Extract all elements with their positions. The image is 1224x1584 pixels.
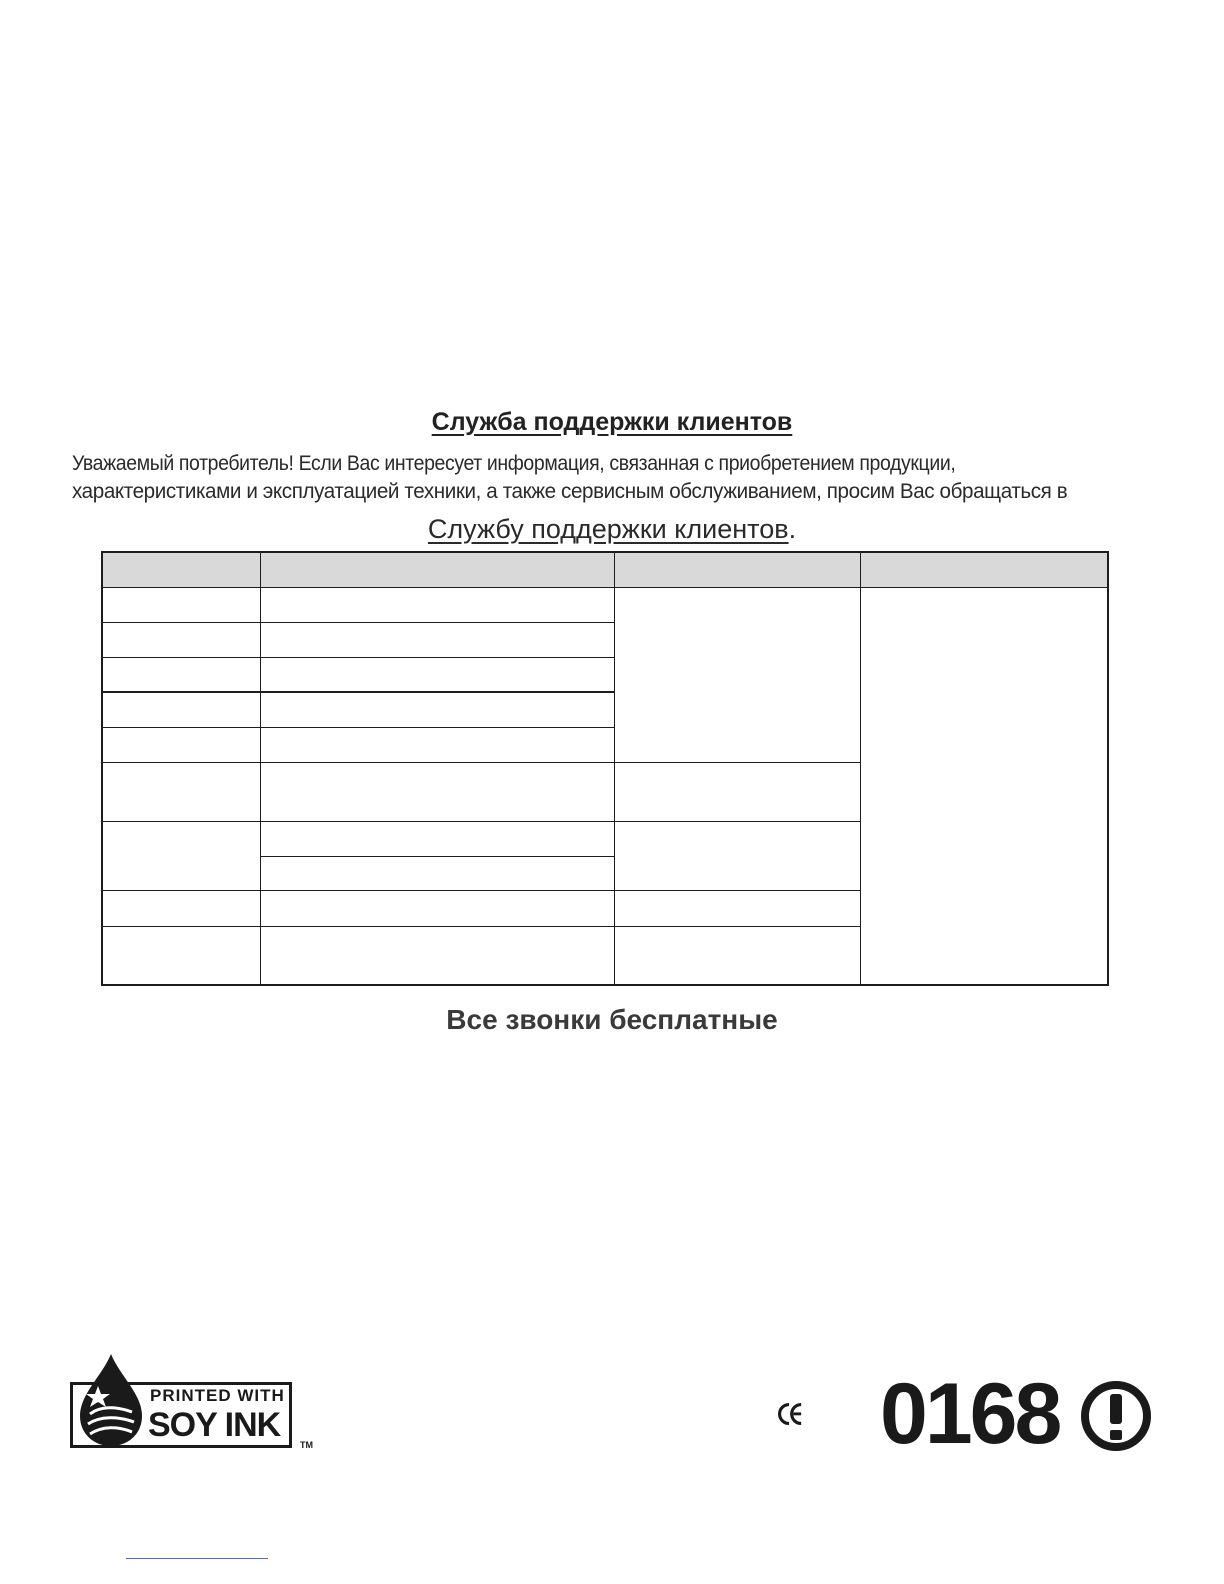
table-row-sep: [101, 762, 861, 763]
table-border-left: [101, 551, 103, 986]
trademark-mark: TM: [300, 1440, 313, 1450]
table-col-sep-1: [260, 551, 261, 986]
page-title: Служба поддержки клиентов: [431, 408, 793, 436]
table-row-sep: [101, 657, 615, 658]
notified-body-number: 0168: [880, 1366, 1060, 1462]
bottom-rule: [126, 1558, 268, 1559]
soy-ink-line1: PRINTED WITH: [150, 1386, 285, 1405]
table-row-sep: [101, 691, 615, 693]
table-row-sep: [101, 622, 615, 623]
soy-ink-logo: [68, 1352, 320, 1456]
support-service-link[interactable]: Службу поддержки клиентов: [427, 514, 789, 544]
support-reference-period: .: [788, 514, 797, 544]
table-col-sep-2: [614, 551, 615, 986]
intro-line-1: Уважаемый потребитель! Если Вас интересует информация, связанная с приобретением продукции,: [72, 452, 956, 475]
ink-drop-icon: [76, 1352, 146, 1448]
soy-ink-line2: SOY INK: [148, 1406, 281, 1444]
table-border-right: [1107, 551, 1109, 986]
table-col-sep-3: [860, 551, 861, 986]
table-row-sep: [260, 856, 615, 857]
exclamation-circle-icon: [1080, 1380, 1152, 1452]
table-row-sep: [101, 926, 861, 927]
table-header-rule: [101, 587, 1109, 588]
table-border-bottom: [101, 984, 1109, 986]
free-calls-note: Все звонки бесплатные: [446, 1004, 778, 1035]
table-header-row: [102, 552, 1108, 587]
ce-mark-icon: [778, 1372, 878, 1456]
table-row-sep: [101, 821, 861, 822]
intro-line-2: характеристиками и эксплуатацией техники, а также сервисным обслуживанием, просим Вас обращаться в: [72, 480, 1068, 503]
table-border-top: [101, 551, 1109, 553]
table-row-sep: [101, 890, 861, 891]
table-row-sep: [101, 727, 615, 728]
